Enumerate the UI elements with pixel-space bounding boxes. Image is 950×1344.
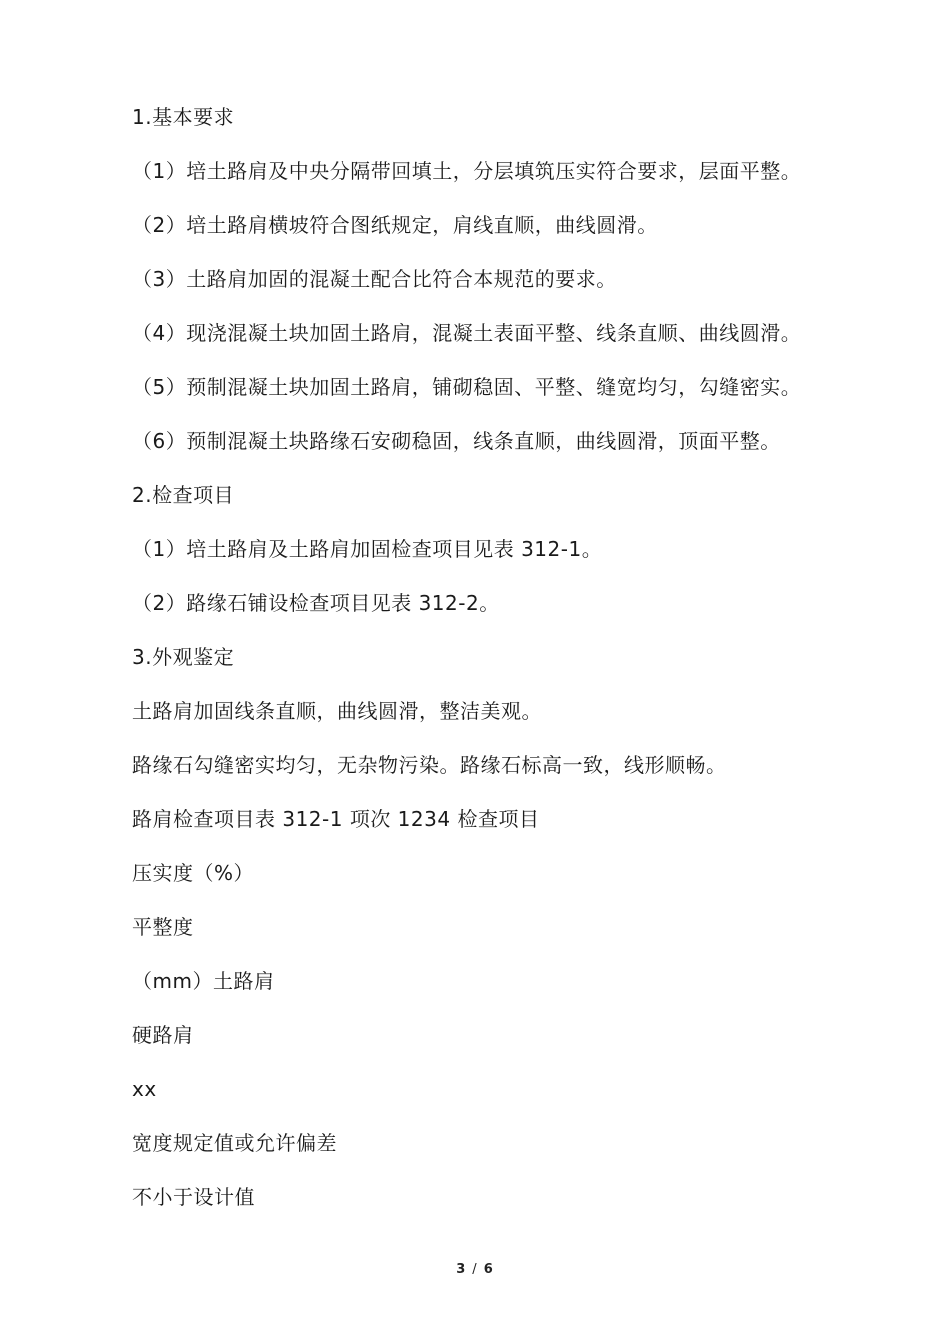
- table-text-min-design: 不小于设计值: [132, 1185, 255, 1209]
- document-body: [132, 90, 912, 1224]
- requirement-item-2: （2）培土路肩横坡符合图纸规定，肩线直顺，曲线圆滑。: [132, 213, 658, 237]
- inspection-item-2: （2）路缘石铺设检查项目见表 312-2。: [132, 591, 500, 615]
- requirement-item-5: （5）预制混凝土块加固土路肩，铺砌稳固、平整、缝宽均匀，勾缝密实。: [132, 375, 802, 399]
- table-text-xx: xx: [132, 1077, 157, 1101]
- page-separator: /: [472, 1262, 478, 1277]
- section-heading-inspection-items: 2.检查项目: [132, 483, 235, 507]
- inspection-item-1: （1）培土路肩及土路肩加固检查项目见表 312-1。: [132, 537, 603, 561]
- appearance-text-2: 路缘石勾缝密实均匀，无杂物污染。路缘石标高一致，线形顺畅。: [132, 753, 727, 777]
- requirement-item-1: （1）培土路肩及中央分隔带回填土，分层填筑压实符合要求，层面平整。: [132, 159, 802, 183]
- table-text-hard-shoulder: 硬路肩: [132, 1023, 194, 1047]
- current-page-number: 3: [456, 1262, 467, 1277]
- table-text-width: 宽度规定值或允许偏差: [132, 1131, 337, 1155]
- table-caption: 路肩检查项目表 312-1 项次 1234 检查项目: [132, 807, 540, 831]
- table-text-flatness: 平整度: [132, 915, 194, 939]
- page-number: [0, 1262, 950, 1277]
- table-text-compaction: 压实度（%）: [132, 861, 255, 885]
- appearance-text-1: 土路肩加固线条直顺，曲线圆滑，整洁美观。: [132, 699, 542, 723]
- total-pages-number: 6: [483, 1262, 494, 1277]
- section-heading-appearance: 3.外观鉴定: [132, 645, 235, 669]
- requirement-item-4: （4）现浇混凝土块加固土路肩，混凝土表面平整、线条直顺、曲线圆滑。: [132, 321, 802, 345]
- requirement-item-3: （3）土路肩加固的混凝土配合比符合本规范的要求。: [132, 267, 617, 291]
- section-heading-basic-requirements: 1.基本要求: [132, 105, 235, 129]
- table-text-soil-shoulder: （mm）土路肩: [132, 969, 275, 993]
- requirement-item-6: （6）预制混凝土块路缘石安砌稳固，线条直顺，曲线圆滑，顶面平整。: [132, 429, 781, 453]
